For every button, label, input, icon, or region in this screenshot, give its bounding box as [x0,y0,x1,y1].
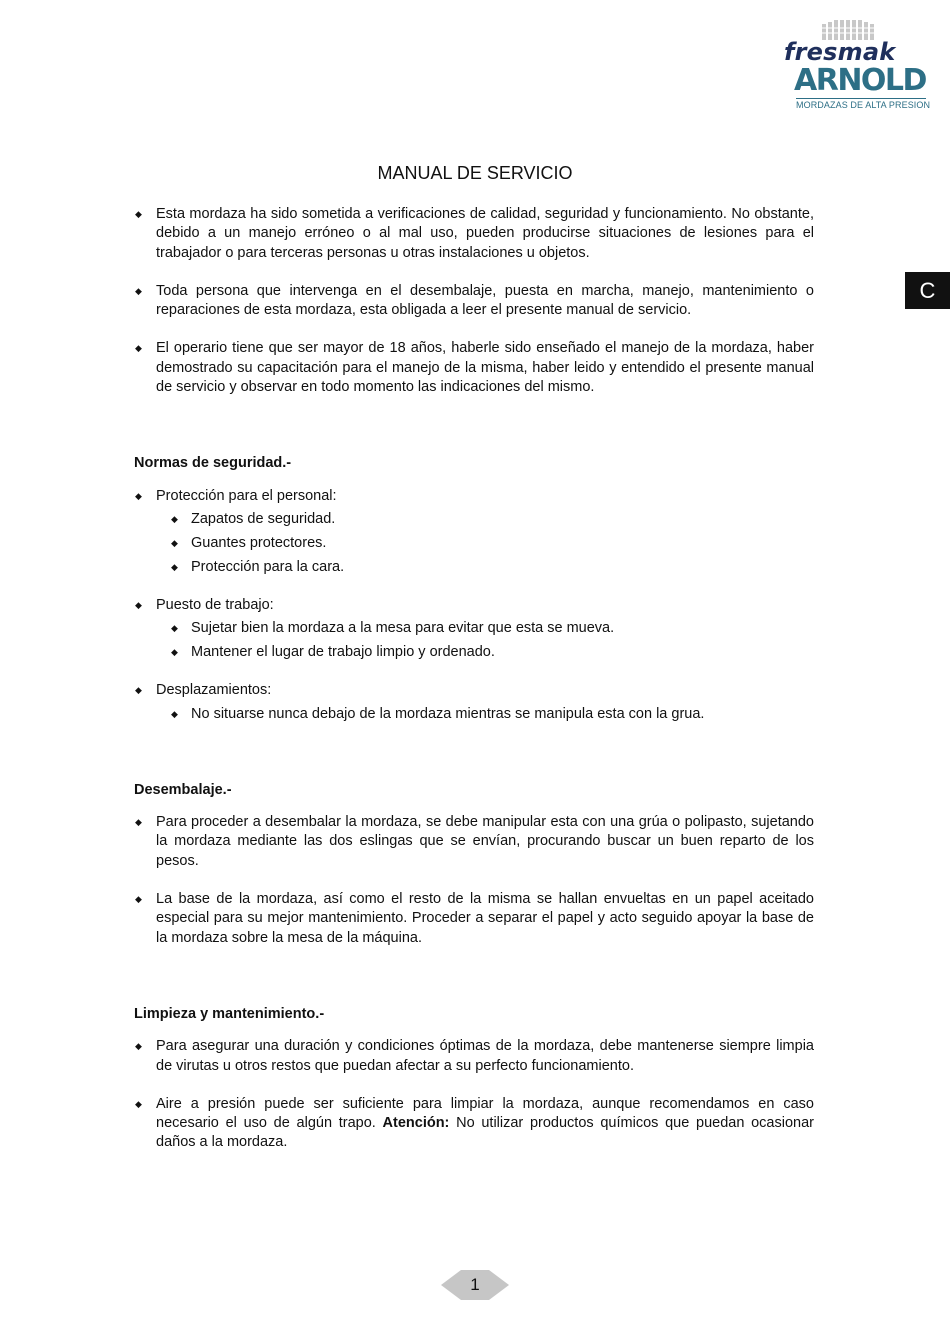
safety-subitem: ◆ Zapatos de seguridad. [156,510,814,529]
section-tab [905,272,950,309]
logo-brand: fresmak [784,38,896,66]
cleaning-item: ◆ Para asegurar una duración y condiciones óptimas de la mordaza, debe mantenerse siempre limpia de virutas u otros restos que puedan afectar a su perfecto funcionamiento. [134,1037,814,1076]
safety-subitem: ◆ Protección para la cara. [156,558,814,577]
page-number-badge [441,1270,509,1300]
safety-subitem: ◆ No situarse nunca debajo de la mordaza mientras se manipula esta con la grua. [156,705,814,724]
safety-list [134,487,814,724]
safety-sublist [156,619,814,662]
company-logo [784,18,934,113]
attention-label: Atención: [382,1115,450,1132]
safety-group-personal [134,487,814,577]
cleaning-list [134,1037,814,1152]
safety-group-label: Puesto de trabajo: [156,596,274,613]
safety-group-movement [134,681,814,724]
safety-subitem: ◆ Guantes protectores. [156,534,814,553]
safety-group-label: Protección para el personal: [156,487,337,504]
page-number: 1 [470,1275,480,1294]
safety-heading: Normas de seguridad.- [134,455,292,472]
document-body [134,205,814,1172]
cleaning-text: No utilizar productos químicos que puedan ocasionar daños a la mordaza. [156,1115,814,1151]
safety-subitem: ◆ Sujetar bien la mordaza a la mesa para evitar que esta se mueva. [156,619,814,638]
intro-item: ◆ Esta mordaza ha sido sometida a verificaciones de calidad, seguridad y funcionamiento. No obstante, debido a un manejo erróneo o al mal uso, pueden producirse situaciones de lesiones para el trabajador o para terceras personas u otras instalaciones u objetos. [134,205,814,263]
unpacking-list [134,813,814,948]
cleaning-heading: Limpieza y mantenimiento.- [134,1005,325,1022]
page-title: MANUAL DE SERVICIO [377,163,573,183]
safety-sublist [156,705,814,724]
logo-tagline: MORDAZAS DE ALTA PRESION [796,100,931,110]
cleaning-item [134,1095,814,1153]
intro-item: ◆ Toda persona que intervenga en el desembalaje, puesta en marcha, manejo, mantenimiento o reparaciones de esta mordaza, esta obligada a leer el presente manual de servicio. [134,282,814,321]
section-tab-label: C [919,277,936,303]
unpacking-heading: Desembalaje.- [134,781,232,798]
unpacking-item: ◆ La base de la mordaza, así como el resto de la misma se hallan envueltas en un papel aceitado especial para su mejor mantenimiento. Proceder a separar el papel y acto seguido apoyar la base de la mordaza sobre la mesa de la máquina. [134,890,814,948]
intro-item: ◆ El operario tiene que ser mayor de 18 años, haberle sido enseñado el manejo de la mordaza, haber demostrado su capacitación para el manejo de la misma, haber leido y entendido el presente manual de servicio y observar en todo momento las indicaciones del mismo. [134,339,814,397]
safety-sublist [156,510,814,577]
safety-group-workplace [134,596,814,662]
cleaning-text: Aire a presión puede ser suficiente para limpiar la mordaza, aunque recomendamos en caso necesario el uso de algún trapo. [156,1095,814,1132]
unpacking-item: ◆ Para proceder a desembalar la mordaza, se debe manipular esta con una grúa o polipasto, sujetando la mordaza mediante las dos eslingas que se envían, procurando buscar un buen reparto de los pesos. [134,813,814,871]
safety-subitem: ◆ Mantener el lugar de trabajo limpio y ordenado. [156,643,814,662]
intro-list [134,205,814,397]
logo-name: ARNOLD [794,63,926,98]
safety-group-label: Desplazamientos: [156,682,272,699]
